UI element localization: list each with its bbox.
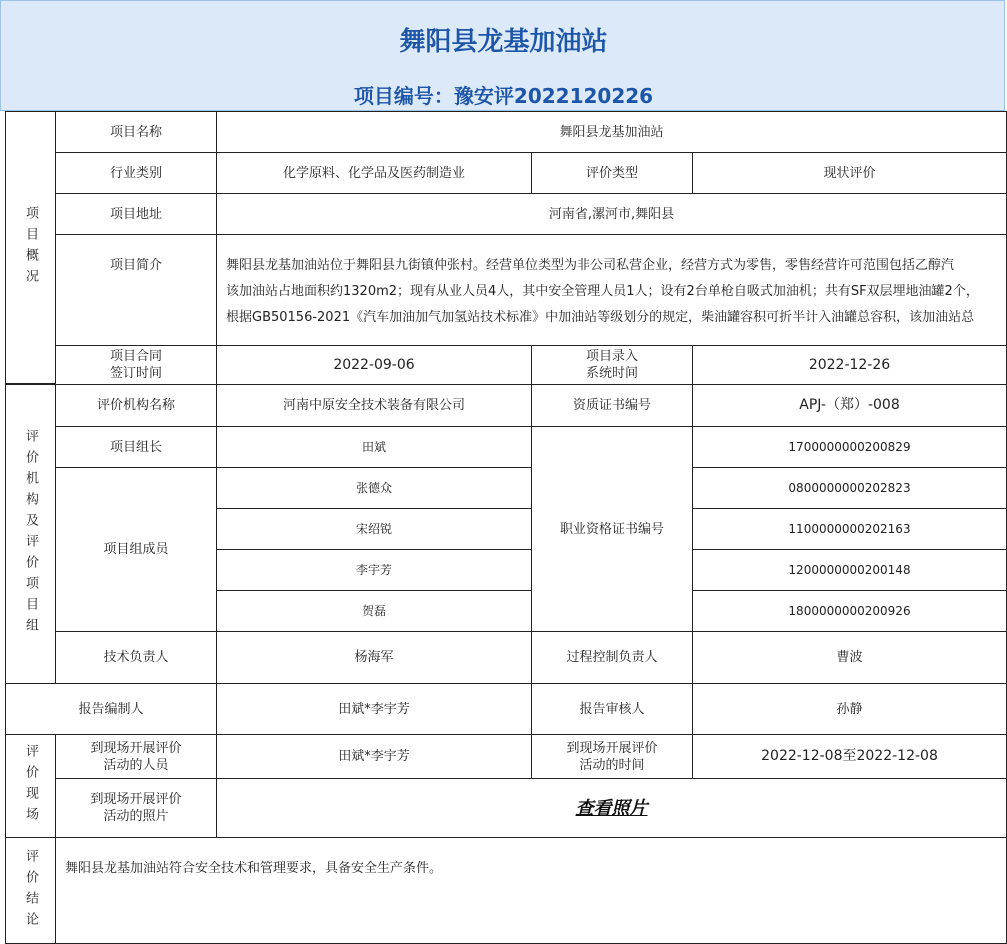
process-lead-value: 曹波	[692, 631, 1007, 684]
tech-lead-label: 技术负责人	[55, 631, 217, 684]
project-name-value: 舞阳县龙基加油站	[216, 111, 1007, 153]
tech-lead-value: 杨海军	[216, 631, 532, 684]
contract-time-label: 项目合同 签订时间	[55, 345, 217, 385]
cert-value: APJ-（郑）-008	[692, 384, 1007, 427]
leader-label: 项目组长	[55, 426, 217, 468]
member-name: 张德众	[216, 467, 532, 509]
report-reviewer-label: 报告审核人	[531, 683, 693, 735]
leader-cert: 1700000000200829	[692, 426, 1007, 468]
section-conclusion: 评价结论	[5, 837, 56, 944]
intro-line: 该加油站占地面积约1320m2；现有从业人员4人，其中安全管理人员1人；设有2台单枪自吸式加油机；共有SF双层埋地油罐2个，	[226, 284, 979, 299]
report-author-label: 报告编制人	[5, 683, 217, 735]
site-time-value: 2022-12-08至2022-12-08	[692, 734, 1007, 779]
leader-name: 田斌	[216, 426, 532, 468]
section-site: 评价现场	[5, 734, 56, 838]
member-name: 宋绍锐	[216, 508, 532, 550]
member-cert: 1200000000200148	[692, 549, 1007, 591]
project-number: 项目编号：豫安评2022120226	[353, 84, 654, 108]
members-label: 项目组成员	[55, 467, 217, 632]
industry-label: 行业类别	[55, 152, 217, 194]
industry-value: 化学原料、化学品及医药制造业	[216, 152, 532, 194]
entry-time-value: 2022-12-26	[692, 345, 1007, 385]
eval-type-label: 评价类型	[531, 152, 693, 194]
org-value: 河南中原安全技术装备有限公司	[216, 384, 532, 427]
member-name: 李宇芳	[216, 549, 532, 591]
view-photos-link[interactable]: 查看照片	[575, 797, 648, 819]
qualification-label: 职业资格证书编号	[531, 426, 693, 632]
address-value: 河南省,漯河市,舞阳县	[216, 193, 1007, 235]
site-photo-label: 到现场开展评价 活动的照片	[55, 778, 217, 838]
site-people-label: 到现场开展评价 活动的人员	[55, 734, 217, 779]
section-overview: 项目概况	[5, 111, 56, 384]
section-agency: 评价机构及评价项目组	[5, 384, 56, 684]
contract-time-value: 2022-09-06	[216, 345, 532, 385]
conclusion-value: 舞阳县龙基加油站符合安全技术和管理要求，具备安全生产条件。	[55, 837, 1007, 944]
intro-line: 舞阳县龙基加油站位于舞阳县九街镇仲张村。经营单位类型为非公司私营企业，经营方式为零售，零售经营许可范围包括乙醇汽	[226, 258, 955, 273]
cert-label: 资质证书编号	[531, 384, 693, 427]
process-lead-label: 过程控制负责人	[531, 631, 693, 684]
member-cert: 1800000000200926	[692, 590, 1007, 632]
entry-time-label: 项目录入 系统时间	[531, 345, 693, 385]
member-cert: 0800000000202823	[692, 467, 1007, 509]
site-time-label: 到现场开展评价 活动的时间	[531, 734, 693, 779]
page-header	[0, 0, 1005, 111]
intro-line: 根据GB50156-2021《汽车加油加气加氢站技术标准》中加油站等级划分的规定，柴油罐容积可折半计入油罐总容积，该加油站总	[226, 310, 975, 325]
address-label: 项目地址	[55, 193, 217, 235]
member-name: 贺磊	[216, 590, 532, 632]
site-people-value: 田斌*李宇芳	[216, 734, 532, 779]
intro-value	[216, 234, 1007, 346]
eval-type-value: 现状评价	[692, 152, 1007, 194]
member-cert: 1100000000202163	[692, 508, 1007, 550]
report-reviewer-value: 孙静	[692, 683, 1007, 735]
report-author-value: 田斌*李宇芳	[216, 683, 532, 735]
site-photo-cell	[216, 778, 1007, 838]
page-title: 舞阳县龙基加油站	[399, 27, 608, 57]
intro-label: 项目简介	[55, 234, 217, 346]
project-name-label: 项目名称	[55, 111, 217, 153]
org-label: 评价机构名称	[55, 384, 217, 427]
